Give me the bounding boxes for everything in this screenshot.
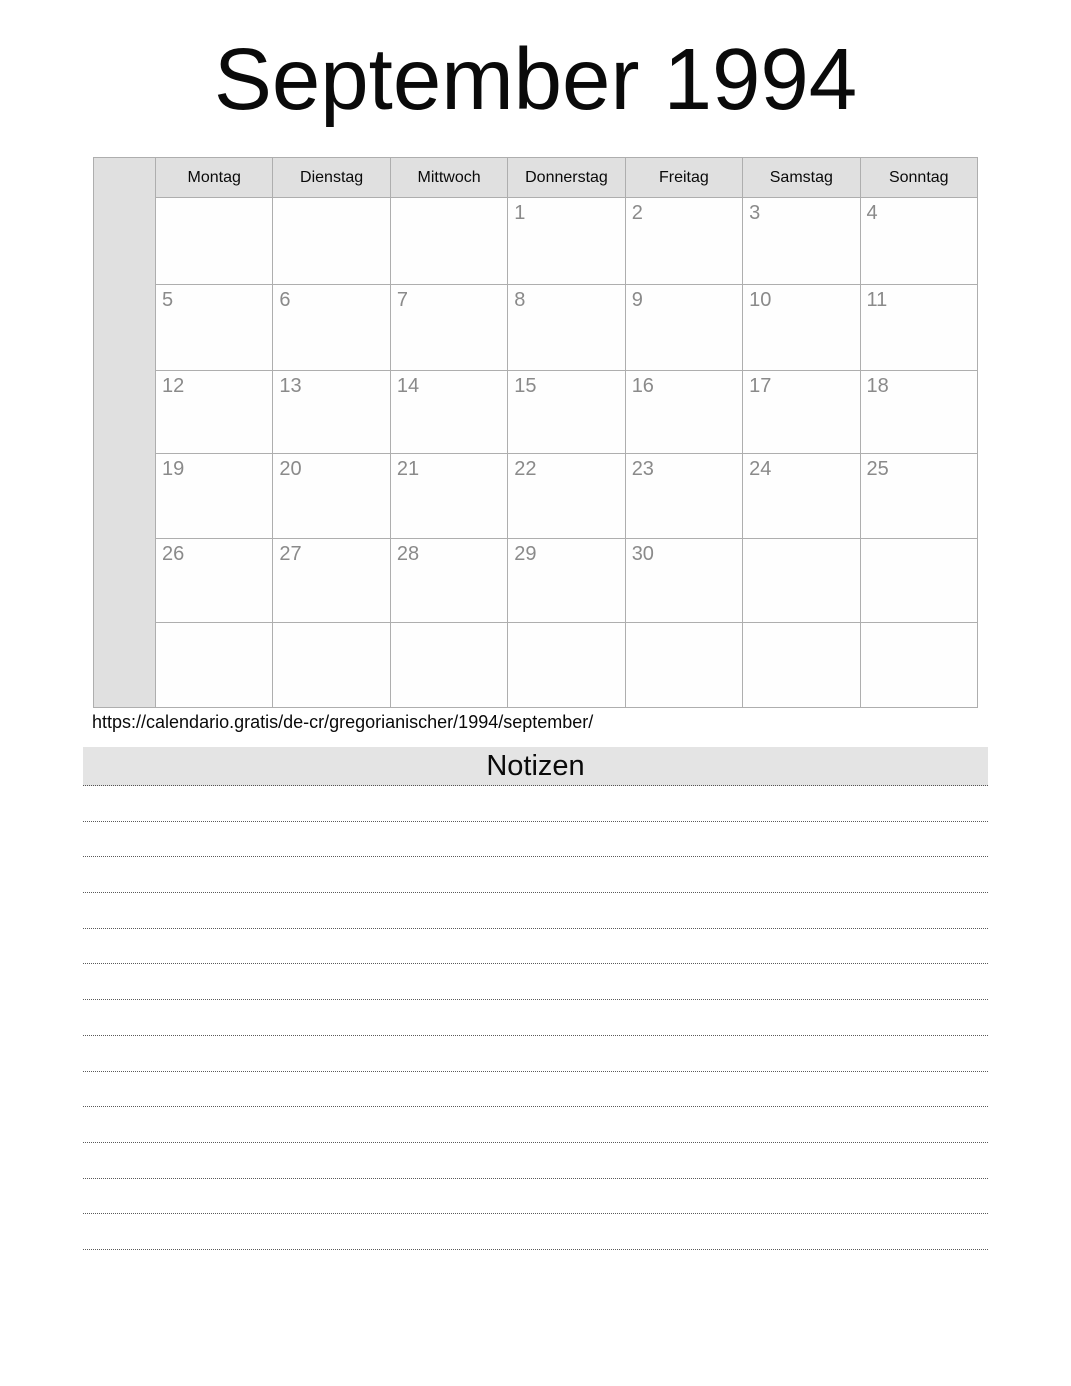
notes-header-bar xyxy=(83,747,988,786)
note-line xyxy=(83,964,988,1000)
note-line xyxy=(83,1143,988,1179)
calendar-week-row-6 xyxy=(94,623,978,708)
note-line xyxy=(83,1107,988,1143)
day-cell-28: 28 xyxy=(390,539,507,623)
day-cell-5: 5 xyxy=(156,285,273,371)
note-line xyxy=(83,1214,988,1250)
day-cell xyxy=(743,623,860,708)
weekday-header-donnerstag: Donnerstag xyxy=(508,158,625,198)
day-cell xyxy=(390,198,507,285)
day-cell xyxy=(273,198,390,285)
day-cell-30: 30 xyxy=(625,539,742,623)
day-cell-29: 29 xyxy=(508,539,625,623)
day-cell-13: 13 xyxy=(273,371,390,454)
day-cell xyxy=(860,539,977,623)
note-line xyxy=(83,1072,988,1108)
weekday-header-sonntag: Sonntag xyxy=(860,158,977,198)
day-cell-4: 4 xyxy=(860,198,977,285)
day-cell-7: 7 xyxy=(390,285,507,371)
note-line xyxy=(83,857,988,893)
day-cell-20: 20 xyxy=(273,454,390,539)
calendar-week-row-1 xyxy=(94,198,978,285)
day-cell-24: 24 xyxy=(743,454,860,539)
notes-section xyxy=(83,747,988,1250)
calendar-table xyxy=(93,157,978,708)
weekday-header-montag: Montag xyxy=(156,158,273,198)
day-cell-14: 14 xyxy=(390,371,507,454)
weekday-header-freitag: Freitag xyxy=(625,158,742,198)
note-line xyxy=(83,1000,988,1036)
day-cell xyxy=(508,623,625,708)
day-cell-6: 6 xyxy=(273,285,390,371)
day-cell-18: 18 xyxy=(860,371,977,454)
weekday-header-dienstag: Dienstag xyxy=(273,158,390,198)
day-cell-8: 8 xyxy=(508,285,625,371)
day-cell-16: 16 xyxy=(625,371,742,454)
day-cell xyxy=(156,623,273,708)
page-title: September 1994 xyxy=(213,31,858,128)
day-cell-26: 26 xyxy=(156,539,273,623)
day-cell xyxy=(390,623,507,708)
weekday-header-row xyxy=(94,158,978,198)
source-url-text: https://calendario.gratis/de-cr/gregorianischer/1994/september/ xyxy=(92,712,594,732)
calendar-week-row-3 xyxy=(94,371,978,454)
day-cell-17: 17 xyxy=(743,371,860,454)
calendar-week-row-4 xyxy=(94,454,978,539)
day-cell-1: 1 xyxy=(508,198,625,285)
day-cell-25: 25 xyxy=(860,454,977,539)
note-line xyxy=(83,1036,988,1072)
day-cell xyxy=(860,623,977,708)
day-cell-19: 19 xyxy=(156,454,273,539)
day-cell-10: 10 xyxy=(743,285,860,371)
weekday-header-samstag: Samstag xyxy=(743,158,860,198)
day-cell-3: 3 xyxy=(743,198,860,285)
calendar-week-row-5 xyxy=(94,539,978,623)
calendar-week-row-2 xyxy=(94,285,978,371)
week-gutter-column xyxy=(94,158,156,708)
day-cell xyxy=(273,623,390,708)
day-cell xyxy=(625,623,742,708)
weekday-header-mittwoch: Mittwoch xyxy=(390,158,507,198)
day-cell-9: 9 xyxy=(625,285,742,371)
day-cell xyxy=(743,539,860,623)
day-cell-11: 11 xyxy=(860,285,977,371)
day-cell-22: 22 xyxy=(508,454,625,539)
day-cell-23: 23 xyxy=(625,454,742,539)
day-cell xyxy=(156,198,273,285)
note-line xyxy=(83,822,988,858)
day-cell-2: 2 xyxy=(625,198,742,285)
day-cell-15: 15 xyxy=(508,371,625,454)
notes-title: Notizen xyxy=(486,750,585,782)
day-cell-12: 12 xyxy=(156,371,273,454)
day-cell-21: 21 xyxy=(390,454,507,539)
note-line xyxy=(83,786,988,822)
note-line xyxy=(83,1179,988,1215)
note-line xyxy=(83,893,988,929)
note-line xyxy=(83,929,988,965)
day-cell-27: 27 xyxy=(273,539,390,623)
